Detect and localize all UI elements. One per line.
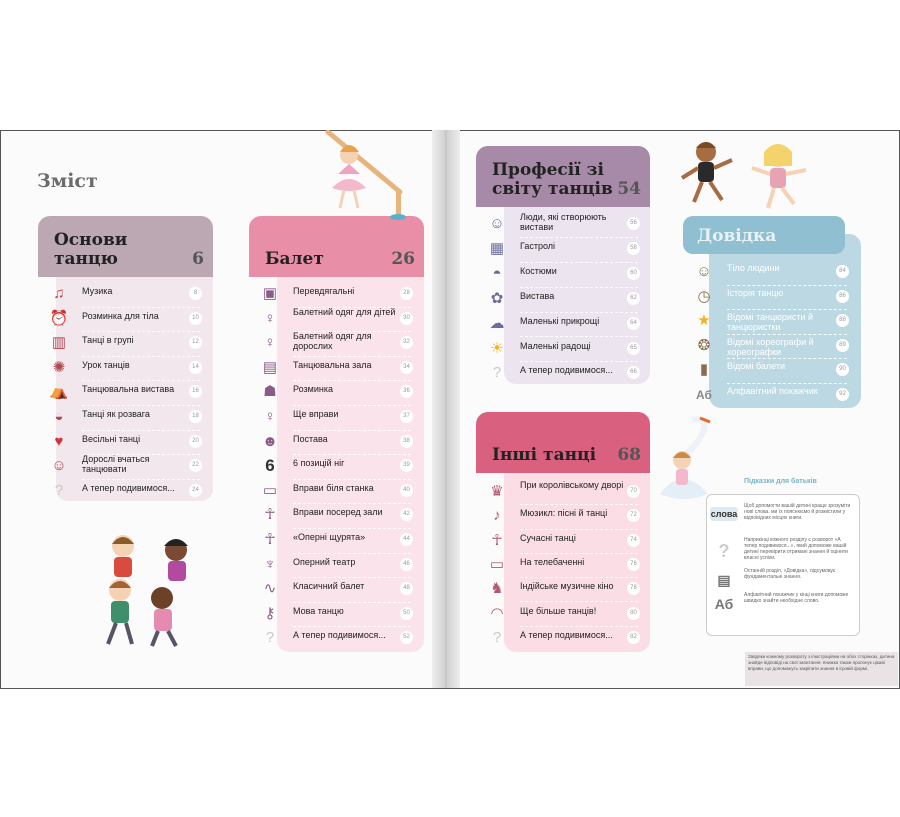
toc-entry-label: А тепер подивимося... xyxy=(293,630,386,641)
people-icon: ☺ xyxy=(489,215,505,232)
piano-icon: ▤ xyxy=(262,358,278,376)
modern-dancer-icon: ☥ xyxy=(491,531,503,549)
toc-entry[interactable] xyxy=(49,309,210,329)
entry-divider xyxy=(520,336,638,337)
toc-entry-page: 74 xyxy=(627,534,640,547)
toc-entry[interactable] xyxy=(490,531,648,551)
toc-entry-page: 22 xyxy=(189,459,202,472)
toc-entry[interactable] xyxy=(263,604,421,624)
head-icon: ☻ xyxy=(262,432,278,450)
toc-entry[interactable] xyxy=(263,284,421,304)
page-title: Зміст xyxy=(37,170,98,192)
alphabet-icon: Аб xyxy=(714,596,734,612)
toc-entry-page: 84 xyxy=(836,265,849,278)
toc-entry-label: Маленькі радощі xyxy=(520,340,591,351)
entry-divider xyxy=(520,504,638,505)
toc-entry[interactable] xyxy=(263,306,421,329)
guide-item-text: Алфавітний покажчик у кінці книги допоможе швидко знайти необхідне слово. xyxy=(744,592,849,604)
toc-entry[interactable] xyxy=(263,505,421,525)
entry-divider xyxy=(520,553,638,554)
toc-entry-page: 40 xyxy=(400,484,413,497)
toc-entry-label: Дорослі вчаться танцювати xyxy=(82,454,150,475)
toc-entry-page: 92 xyxy=(836,388,849,401)
entry-divider xyxy=(293,430,411,431)
music-note-icon: ♫ xyxy=(53,285,65,302)
dancer-icon: ☥ xyxy=(264,531,276,548)
toc-entry[interactable] xyxy=(490,363,648,383)
toc-entry[interactable] xyxy=(490,579,648,599)
guide-item-text: Наприкінці кожного розділу є розворот «А тепер подивимося...», який допоможе вашій дитині перевірити отримані знання й оцінити власні успіхи. xyxy=(744,537,848,561)
toc-entry-label: Музика xyxy=(82,286,113,296)
section-page: 54 xyxy=(617,179,641,199)
entry-divider xyxy=(82,307,200,308)
section-page: 26 xyxy=(391,249,415,269)
section-title: Основи танцю xyxy=(54,230,128,269)
toc-entry-page: 58 xyxy=(627,242,640,255)
toc-entry-label: Балетний одяг для дітей xyxy=(293,306,396,317)
entry-divider xyxy=(727,285,847,286)
toc-entry-page: 10 xyxy=(189,312,202,325)
dancing-kids-illustration xyxy=(676,138,816,216)
toc-entry[interactable] xyxy=(490,264,648,284)
entry-divider xyxy=(293,602,411,603)
toc-entry-label: Урок танців xyxy=(82,359,130,370)
toc-entry[interactable] xyxy=(49,382,210,402)
cake-icon: ◒ xyxy=(54,408,64,425)
entry-divider xyxy=(520,601,638,602)
toc-entry[interactable] xyxy=(490,289,648,309)
toc-entry-label: Маленькі прикрощі xyxy=(520,315,600,326)
entry-divider xyxy=(293,405,411,406)
toc-entry-page: 34 xyxy=(400,361,413,374)
toc-entry-page: 82 xyxy=(627,631,640,644)
toc-entry-page: 30 xyxy=(400,312,413,325)
toc-entry-label: Вистава xyxy=(520,290,555,301)
queen-icon: ♛ xyxy=(490,483,504,500)
toc-entry-label: Ще вправи xyxy=(293,409,339,419)
entry-divider xyxy=(82,356,200,357)
toc-entry[interactable] xyxy=(490,214,648,234)
leap-dancer-icon: ☥ xyxy=(264,506,276,524)
toc-entry-page: 56 xyxy=(627,217,640,230)
toc-entry-label: Історія танцю xyxy=(727,287,784,298)
toc-entry-page: 18 xyxy=(189,410,202,423)
toc-entry-page: 66 xyxy=(627,366,640,379)
entry-divider xyxy=(520,312,638,313)
body-icon: ☺ xyxy=(696,263,712,280)
toc-entry[interactable] xyxy=(490,482,648,502)
toc-entry-label: При королівському дворі xyxy=(520,480,624,490)
guide-item-text: Останній розділ, «Довідка», підсумовує фундаментальні знання. xyxy=(744,568,836,580)
entry-divider xyxy=(727,383,847,384)
note-box xyxy=(745,652,898,686)
toc-entry[interactable] xyxy=(52,481,210,501)
entry-divider xyxy=(520,237,638,238)
toc-entry[interactable] xyxy=(490,314,648,334)
entry-divider xyxy=(727,334,847,335)
guide-title: Підказки для батьків xyxy=(744,478,817,485)
toc-entry[interactable] xyxy=(52,284,210,304)
toc-entry-page: 89 xyxy=(836,339,849,352)
entry-divider xyxy=(520,529,638,530)
toc-entry-label: Перевдягальні xyxy=(293,286,355,296)
kids-icon: ☺ xyxy=(51,457,67,475)
toc-entry-label: Костюми xyxy=(520,265,557,276)
swan-icon: ∿ xyxy=(263,580,277,598)
toc-entry-label: Розминка xyxy=(293,384,333,395)
tutu-icon: ♀ xyxy=(264,334,276,352)
toc-entry-label: Мова танцю xyxy=(293,605,344,616)
entry-divider xyxy=(293,503,411,504)
entry-divider xyxy=(520,262,638,263)
toc-entry-label: Танці в групі xyxy=(82,335,134,346)
toc-entry-label: Відомі танцюристи й танцюристки xyxy=(727,312,814,333)
toc-entry-label: Танці як розвага xyxy=(82,409,150,419)
toc-entry[interactable] xyxy=(263,407,421,427)
toc-entry-label: 6 позицій ніг xyxy=(293,458,345,469)
toc-entry-page: 52 xyxy=(400,631,413,644)
toc-entry[interactable] xyxy=(490,239,648,259)
toc-entry-page: 62 xyxy=(627,292,640,305)
toc-entry-label: Танцювальна вистава xyxy=(82,384,175,395)
toc-entry[interactable] xyxy=(697,336,857,356)
entry-divider xyxy=(82,380,200,381)
entry-divider xyxy=(293,528,411,529)
toc-entry[interactable] xyxy=(490,555,648,575)
toc-entry-page: 60 xyxy=(627,267,640,280)
section-title: Інші танці xyxy=(492,445,597,465)
toc-entry[interactable] xyxy=(263,555,421,575)
toc-entry-label: Весільні танці xyxy=(82,433,141,444)
entry-divider xyxy=(293,626,411,627)
section-page: 6 xyxy=(192,249,204,269)
star-icon: ★ xyxy=(697,312,711,330)
toc-entry-page: 70 xyxy=(627,485,640,498)
toc-entry-page: 90 xyxy=(836,363,849,376)
toc-entry-label: Ще більше танців! xyxy=(520,605,597,616)
section-header[interactable] xyxy=(38,216,213,277)
toc-entry[interactable] xyxy=(263,358,421,378)
toc-entry-label: А тепер подивимося... xyxy=(82,482,175,493)
bag-icon: ▣ xyxy=(262,285,278,302)
toc-entry-label: Балетний одяг для дорослих xyxy=(293,331,372,352)
toc-entry[interactable] xyxy=(490,339,648,359)
entry-divider xyxy=(293,577,411,578)
entry-divider xyxy=(727,309,847,310)
toc-entry-page: 12 xyxy=(189,336,202,349)
chandelier-icon: ♆ xyxy=(264,555,276,573)
section-header[interactable] xyxy=(476,412,650,473)
reference-icon: ▤ xyxy=(717,572,731,588)
toc-entry-label: Відомі балети xyxy=(727,361,786,372)
toc-entry[interactable] xyxy=(697,262,857,282)
child-dancer-icon: ♀ xyxy=(264,309,276,327)
toc-entry-page: 8 xyxy=(189,287,202,300)
toc-entry-page: 80 xyxy=(627,607,640,620)
toc-entry[interactable] xyxy=(697,311,857,331)
alarm-clock-icon: ⏰ xyxy=(49,309,69,327)
book-spine xyxy=(432,130,460,688)
toc-entry-label: Алфавітний покажчик xyxy=(727,386,818,396)
hat-icon: ◓ xyxy=(492,264,502,282)
section-title: Балет xyxy=(265,249,324,269)
section-title: Професії зі світу танців xyxy=(492,160,613,199)
toc-entry-label: Вправи біля станка xyxy=(293,482,374,493)
toc-entry[interactable] xyxy=(490,604,648,624)
cloud-icon: ☁ xyxy=(489,314,505,332)
section-header[interactable] xyxy=(683,216,845,254)
suitcase-icon: ▦ xyxy=(489,239,505,257)
fan-icon: ◠ xyxy=(490,604,504,622)
musical-icon: ♪ xyxy=(493,507,501,525)
toc-entry-page: 78 xyxy=(627,582,640,595)
lion-icon: ✺ xyxy=(52,358,66,376)
stool-icon: ▥ xyxy=(51,334,67,352)
clock-icon: ◷ xyxy=(697,287,711,305)
toc-entry-page: 39 xyxy=(400,459,413,472)
section-header[interactable] xyxy=(249,216,424,277)
toc-entry[interactable] xyxy=(263,382,421,402)
words-badge-icon: слова xyxy=(710,509,738,519)
entry-divider xyxy=(520,626,638,627)
entry-divider xyxy=(82,405,200,406)
toc-entry[interactable] xyxy=(263,579,421,599)
question-icon: ? xyxy=(492,364,502,382)
section-page: 68 xyxy=(617,445,641,465)
section-title: Довідка xyxy=(697,226,777,246)
toc-entry-page: 38 xyxy=(400,435,413,448)
toc-entry[interactable] xyxy=(263,530,421,550)
entry-divider xyxy=(82,430,200,431)
toc-entry-label: «Оперні щурята» xyxy=(293,532,366,542)
swan-illustration xyxy=(652,414,714,510)
television-icon: ▭ xyxy=(489,555,505,573)
toc-entry[interactable] xyxy=(52,407,210,427)
toc-entry-label: На телебаченні xyxy=(520,556,585,567)
toc-entry[interactable] xyxy=(490,628,648,648)
toc-entry[interactable] xyxy=(263,628,421,648)
toc-entry-label: А тепер подивимося... xyxy=(520,629,613,640)
toc-entry-page: 42 xyxy=(400,508,413,521)
question-icon: ? xyxy=(492,628,502,646)
entry-divider xyxy=(293,380,411,381)
toc-entry-page: 37 xyxy=(400,410,413,423)
toc-entry[interactable] xyxy=(697,360,857,380)
toc-entry-page: 88 xyxy=(836,314,849,327)
ballerina-icon: ♀ xyxy=(264,408,276,425)
toc-entry[interactable] xyxy=(490,506,648,526)
toc-entry-label: Мюзикл: пісні й танці xyxy=(520,508,608,519)
toc-entry-page: 16 xyxy=(189,385,202,398)
toc-entry-page: 46 xyxy=(400,558,413,571)
toc-entry[interactable] xyxy=(263,333,421,353)
elephant-icon: ♞ xyxy=(490,580,504,598)
toc-entry-page: 65 xyxy=(627,342,640,355)
entry-divider xyxy=(520,287,638,288)
toc-entry-label: Танцювальна зала xyxy=(293,359,372,370)
toc-entry[interactable] xyxy=(52,358,210,378)
toc-entry[interactable] xyxy=(52,333,210,353)
theater-icon: ⛺ xyxy=(49,383,69,401)
toc-entry-page: 44 xyxy=(400,533,413,546)
entry-divider xyxy=(82,479,200,480)
guide-item-text: Щоб допомогти вашій дитині краще зрозуміти нові слова, ми їх пояснюємо й розмістили у відповідних місцях книги. xyxy=(744,503,851,521)
toc-entry[interactable] xyxy=(263,456,421,476)
toc-entry-label: Відомі хореографи й хореографки xyxy=(727,336,814,357)
toc-entry-page: 28 xyxy=(400,287,413,300)
entry-divider xyxy=(293,479,411,480)
poster-icon: ▮ xyxy=(699,361,709,379)
toc-entry-label: Класичний балет xyxy=(293,581,365,592)
toc-entry-label: А тепер подивимося... xyxy=(520,365,613,376)
key-icon: ⚷ xyxy=(264,604,276,622)
toc-entry-label: Розминка для тіла xyxy=(82,310,159,321)
entry-divider xyxy=(293,454,411,455)
toc-entry-label: Гастролі xyxy=(520,240,556,251)
question-icon: ? xyxy=(265,629,275,647)
toc-entry-page: 64 xyxy=(627,317,640,330)
entry-divider xyxy=(293,356,411,357)
toc-entry-page: 36 xyxy=(400,385,413,398)
sun-icon: ☀ xyxy=(490,339,504,357)
toc-entry-page: 20 xyxy=(189,435,202,448)
toc-entry-label: Сучасні танці xyxy=(520,532,576,543)
toc-entry[interactable] xyxy=(52,432,210,452)
entry-divider xyxy=(520,361,638,362)
toc-entry-page: 32 xyxy=(400,336,413,349)
section-header[interactable] xyxy=(476,146,650,207)
film-reel-icon: ❂ xyxy=(697,336,711,354)
toc-entry-label: Оперний театр xyxy=(293,556,356,567)
toc-entry-page: 24 xyxy=(189,484,202,497)
toc-entry-page: 50 xyxy=(400,607,413,620)
kids-illustration xyxy=(96,528,206,648)
stage-icon: ✿ xyxy=(490,289,504,307)
toc-entry[interactable] xyxy=(52,456,210,476)
heart-icon: ♥ xyxy=(54,432,64,450)
toc-entry[interactable] xyxy=(697,385,857,405)
toc-entry-label: Тіло людини xyxy=(727,263,780,273)
toc-entry-label: Вправи посеред зали xyxy=(293,507,383,518)
number-six-icon: 6 xyxy=(265,456,275,476)
toc-entry-page: 72 xyxy=(627,509,640,522)
ballerina-illustration xyxy=(318,130,418,220)
toc-entry[interactable] xyxy=(697,287,857,307)
toc-entry[interactable] xyxy=(263,481,421,501)
toc-entry-label: Постава xyxy=(293,433,328,444)
cat-icon: ☗ xyxy=(263,383,277,401)
toc-entry-page: 76 xyxy=(627,558,640,571)
alphabet-icon: Аб xyxy=(696,388,712,402)
note-text: Завдяки кожному розвороту з ілюстраціями на обох сторінках, дитина знайде відповіді на свої запитання. Книжка також пропонує цікаві вправи, що допоможуть закріпити знання в ігровій формі. xyxy=(748,654,895,671)
entry-divider xyxy=(293,553,411,554)
question-icon: ? xyxy=(54,481,64,499)
toc-entry-label: Люди, які створюють вистави xyxy=(520,212,607,232)
entry-divider xyxy=(727,358,847,359)
question-icon: ? xyxy=(718,541,730,561)
entry-divider xyxy=(82,331,200,332)
toc-entry-page: 14 xyxy=(189,361,202,374)
toc-entry-page: 48 xyxy=(400,582,413,595)
tv-icon: ▭ xyxy=(262,481,278,499)
entry-divider xyxy=(520,577,638,578)
toc-entry-label: Індійське музичне кіно xyxy=(520,581,614,592)
toc-entry[interactable] xyxy=(263,432,421,452)
toc-entry-page: 86 xyxy=(836,290,849,303)
